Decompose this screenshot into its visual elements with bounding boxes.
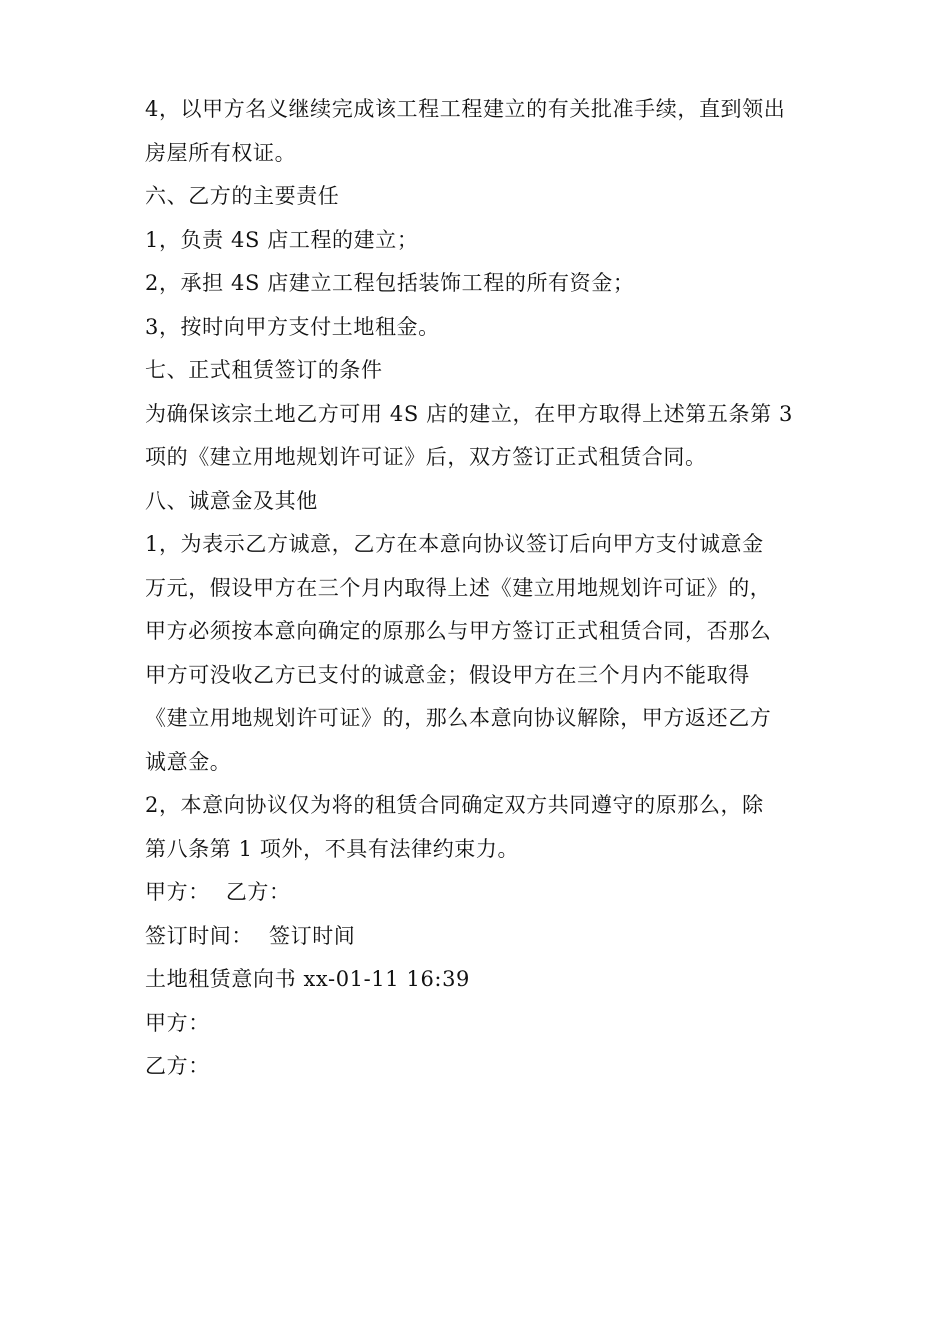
paragraph-line: 万元，假设甲方在三个月内取得上述《建立用地规划许可证》的，	[145, 575, 772, 600]
party-b-label: 乙方：	[225, 880, 291, 904]
paragraph-line: 甲方必须按本意向确定的原那么与甲方签订正式租赁合同，否那么	[145, 619, 772, 643]
signature-time-row	[145, 915, 805, 959]
footer-party-b: 乙方：	[145, 1054, 210, 1078]
paragraph-line: 第八条第 1 项外，不具有法律约束力。	[145, 836, 520, 861]
document-body	[145, 88, 805, 1089]
paragraph-line: 房屋所有权证。	[145, 140, 297, 165]
sign-time-label-b: 签订时间	[269, 923, 356, 948]
paragraph-line: 4，以甲方名义继续完成该工程工程建立的有关批准手续，直到领出	[145, 97, 786, 121]
paragraph-line: 《建立用地规划许可证》的，那么本意向协议解除，甲方返还乙方	[145, 706, 772, 730]
paragraph-line: 项的《建立用地规划许可证》后，双方签订正式租赁合同。	[145, 445, 707, 469]
paragraph-line: 1，负责 4S 店工程的建立；	[145, 227, 419, 252]
paragraph-line: 3，按时向甲方支付土地租金。	[145, 314, 440, 339]
sign-time-label-a: 签订时间：	[145, 923, 253, 948]
section-heading: 八、诚意金及其他	[145, 488, 318, 513]
party-a-label: 甲方：	[145, 880, 210, 904]
paragraph-line: 2，本意向协议仅为将的租赁合同确定双方共同遵守的原那么，除	[145, 793, 764, 817]
paragraph-line: 诚意金。	[145, 749, 232, 774]
paragraph-line: 为确保该宗土地乙方可用 4S 店的建立，在甲方取得上述第五条第 3	[145, 401, 793, 426]
section-heading: 七、正式租赁签订的条件	[145, 358, 383, 382]
paragraph-line: 甲方可没收乙方已支付的诚意金；假设甲方在三个月内不能取得	[145, 662, 750, 687]
footer-party-a: 甲方：	[145, 1010, 210, 1035]
paragraph-line: 1，为表示乙方诚意，乙方在本意向协议签订后向甲方支付诚意金	[145, 532, 764, 556]
section-heading: 六、乙方的主要责任	[145, 184, 340, 208]
paragraph-line: 2，承担 4S 店建立工程包括装饰工程的所有资金；	[145, 271, 635, 295]
signature-parties-row	[145, 871, 805, 915]
footer-title: 土地租赁意向书 xx-01-11 16:39	[145, 967, 471, 991]
